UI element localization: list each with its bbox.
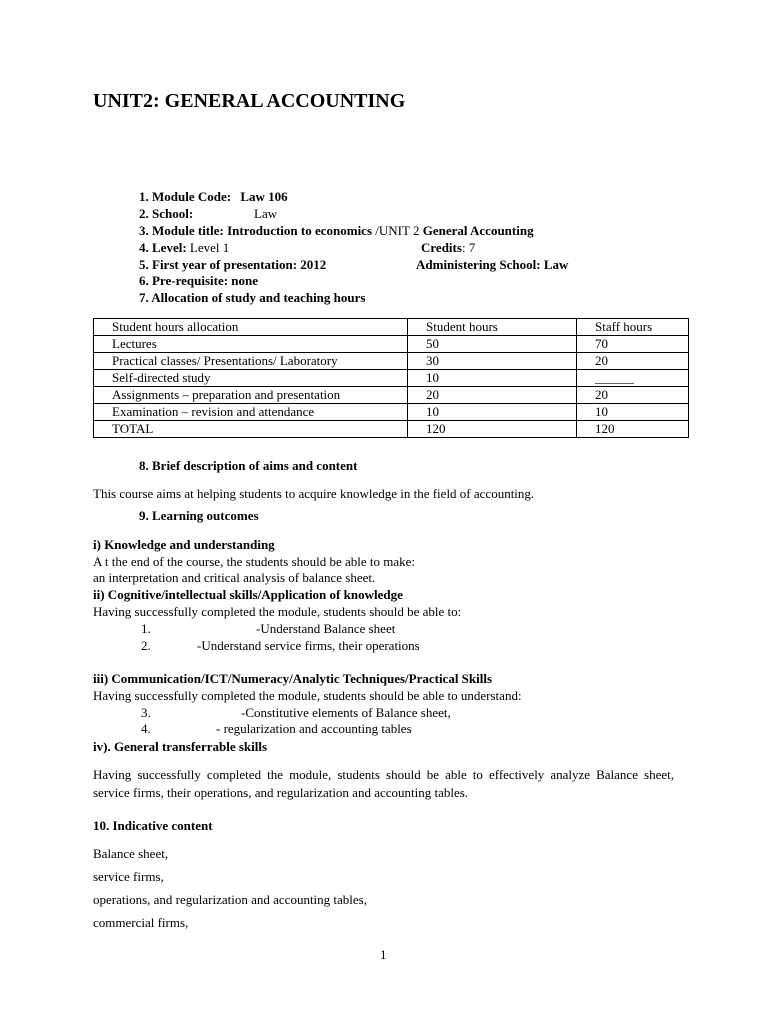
- module-title-line: [139, 223, 534, 239]
- level-line: [139, 240, 229, 256]
- table-cell: 20: [577, 353, 689, 370]
- cognitive-item-text: -Understand service firms, their operations: [197, 638, 420, 653]
- school-value: Law: [254, 206, 278, 221]
- page-number: 1: [380, 947, 387, 962]
- ict-heading: iii) Communication/ICT/Numeracy/Analytic Techniques/Practical Skills: [93, 671, 493, 686]
- list-item: Balance sheet,: [93, 846, 169, 861]
- table-row: [94, 353, 689, 370]
- credits-line: [421, 240, 475, 256]
- knowledge-line-1: A t the end of the course, the students should be able to make:: [93, 554, 416, 569]
- cognitive-intro: Having successfully completed the module, students should be able to:: [93, 604, 462, 619]
- knowledge-heading: i) Knowledge and understanding: [93, 537, 275, 552]
- cognitive-item-text: -Understand Balance sheet: [256, 621, 396, 636]
- table-header-cell: Student hours allocation: [94, 319, 408, 336]
- table-cell: 50: [408, 336, 577, 353]
- table-cell: TOTAL: [94, 421, 408, 438]
- table-cell: Assignments – preparation and presentation: [94, 387, 408, 404]
- table-cell: ______: [577, 370, 689, 387]
- cognitive-heading: ii) Cognitive/intellectual skills/Application of knowledge: [93, 587, 403, 602]
- list-item: operations, and regularization and accounting tables,: [93, 892, 367, 907]
- table-cell: Self-directed study: [94, 370, 408, 387]
- credits-value: : 7: [461, 240, 476, 255]
- hours-table: [93, 318, 689, 438]
- cognitive-item-num: 1.: [141, 621, 151, 636]
- knowledge-line-2: an interpretation and critical analysis of balance sheet.: [93, 570, 376, 585]
- section-8-body: This course aims at helping students to acquire knowledge in the field of accounting.: [93, 486, 535, 501]
- level-value: Level 1: [186, 240, 230, 255]
- table-cell: 10: [408, 404, 577, 421]
- module-title-subject: General Accounting: [422, 223, 534, 238]
- table-cell: 120: [408, 421, 577, 438]
- ict-intro: Having successfully completed the module, students should be able to understand:: [93, 688, 522, 703]
- ict-item-num: 3.: [141, 705, 151, 720]
- table-row: [94, 387, 689, 404]
- table-header-cell: Student hours: [408, 319, 577, 336]
- credits-label: Credits: [421, 240, 462, 255]
- transferable-heading: iv). General transferrable skills: [93, 739, 268, 754]
- table-cell: 10: [577, 404, 689, 421]
- table-cell: 70: [577, 336, 689, 353]
- section-10-heading: 10. Indicative content: [93, 818, 213, 833]
- table-cell: 20: [577, 387, 689, 404]
- table-row: [94, 421, 689, 438]
- allocation-heading: 7. Allocation of study and teaching hours: [139, 290, 366, 305]
- first-year-line: 5. First year of presentation: 2012: [139, 257, 327, 272]
- prerequisite-line: 6. Pre-requisite: none: [139, 273, 259, 288]
- list-item: service firms,: [93, 869, 164, 884]
- administering-school: Administering School: Law: [416, 257, 569, 272]
- table-row: [94, 336, 689, 353]
- cognitive-item-num: 2.: [141, 638, 151, 653]
- section-9-heading: 9. Learning outcomes: [139, 508, 259, 523]
- table-cell: 30: [408, 353, 577, 370]
- section-8-heading: 8. Brief description of aims and content: [139, 458, 358, 473]
- table-cell: Lectures: [94, 336, 408, 353]
- table-cell: Examination – revision and attendance: [94, 404, 408, 421]
- ict-item-num: 4.: [141, 721, 151, 736]
- table-row: [94, 370, 689, 387]
- table-cell: 10: [408, 370, 577, 387]
- ict-item-text: - regularization and accounting tables: [216, 721, 412, 736]
- module-code-label: 1. Module Code:: [139, 189, 232, 204]
- list-item: commercial firms,: [93, 915, 189, 930]
- table-cell: 120: [577, 421, 689, 438]
- page-title: UNIT2: GENERAL ACCOUNTING: [93, 90, 406, 112]
- level-label: 4. Level:: [139, 240, 187, 255]
- school-label: 2. School:: [139, 206, 194, 221]
- table-header-row: [94, 319, 689, 336]
- table-header-cell: Staff hours: [577, 319, 689, 336]
- table-row: [94, 404, 689, 421]
- transferable-body: Having successfully completed the module, students should be able to effectively analyze Balance sheet, service firms, their operations, and regularization and accounting tables.: [93, 767, 674, 800]
- table-cell: 20: [408, 387, 577, 404]
- module-code-value: Law 106: [240, 189, 288, 204]
- module-title-label: 3. Module title: Introduction to economics: [139, 223, 373, 238]
- school-line: [139, 206, 193, 222]
- table-cell: Practical classes/ Presentations/ Laboratory: [94, 353, 408, 370]
- ict-item-text: -Constitutive elements of Balance sheet,: [241, 705, 451, 720]
- module-code-line: [139, 189, 288, 205]
- module-title-unit: /UNIT 2: [372, 223, 423, 238]
